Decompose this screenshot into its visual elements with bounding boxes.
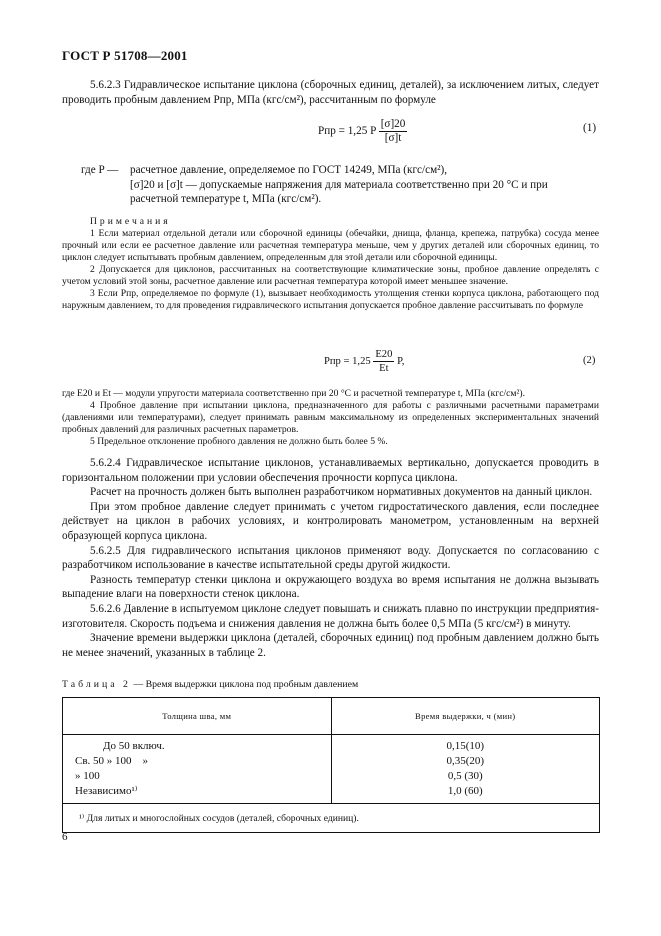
table-2-body xyxy=(63,735,600,804)
section-5623 xyxy=(62,78,599,107)
where-line-2: [σ]20 и [σ]t — допускаемые напряжения для материала соответственно при 20 °С и при xyxy=(130,178,548,191)
formula-2-denominator: Et xyxy=(379,363,389,374)
paragraph-calc: Расчет на прочность должен быть выполнен разработчиком нормативных документов на данный циклон. xyxy=(90,486,593,499)
paragraph-5625: 5.6.2.5 Для гидравлического испытания циклонов применяют воду. Допускается по согласованию с разработчиком использование в качестве испытательной среды другой жидкости. xyxy=(62,544,599,572)
paragraph-5624: 5.6.2.4 Гидравлическое испытание циклонов, устанавливаемых вертикально, допускается проводить в горизонтальном положении при условии обеспечения прочности корпуса циклона. xyxy=(62,457,599,484)
paragraph-temperature: Разность температур стенки циклона и окружающего воздуха во время испытания не должна вызывать выпадение влаги на поверхности стенок циклона. xyxy=(62,573,599,601)
where-block xyxy=(130,163,600,207)
table-row: Св. 50 » 100 » xyxy=(75,755,149,767)
table-row: » 100 xyxy=(75,770,100,782)
formula-2-numerator: E20 xyxy=(375,349,393,360)
formula-1 xyxy=(318,118,407,145)
page-number: 6 xyxy=(62,831,68,843)
notes-title: Примечания xyxy=(90,216,171,227)
table-2-header-row xyxy=(63,698,600,735)
table-row: 0,35(20) xyxy=(446,755,485,767)
table-2-caption-text: — Время выдержки циклона под пробным давлением xyxy=(130,679,359,690)
table-row: 0,15(10) xyxy=(446,740,485,752)
formula-2-lhs: Pпр = 1,25 xyxy=(324,355,371,367)
table-2-footnote: ¹⁾ Для литых и многослойных сосудов (деталей, сборочных единиц). xyxy=(63,804,600,833)
table-2-time-cells xyxy=(331,735,600,804)
note-2: 2 Допускается для циклонов, рассчитанных на соответствующие климатические зоны, пробное давление определять с учетом условий этой зоны, расчетное давление или расчетная температура которой имеет меньшее значение. xyxy=(62,264,599,287)
paragraph-5626: 5.6.2.6 Давление в испытуемом циклоне следует повышать и снижать плавно по инструкции предприятия-изготовителя. Скорость подъема и снижения давления не должна быть более 0,5 МПа (5 кгс/см²) в минуту. xyxy=(62,602,599,630)
formula-2-rhs: P, xyxy=(397,355,405,367)
formula-2-fraction xyxy=(373,348,394,375)
table-2 xyxy=(62,697,600,833)
where-lead: где P — xyxy=(81,164,119,176)
table-2-caption xyxy=(62,679,358,690)
table-row: 1,0 (60) xyxy=(447,785,483,797)
note-3-where: где E20 и Et — модули упругости материала соответственно при 20 °С и расчетной температуре t, МПа (кгс/см²). xyxy=(62,388,525,399)
note-5: 5 Предельное отклонение пробного давления не должно быть более 5 %. xyxy=(90,436,388,447)
paragraph-5623: 5.6.2.3 Гидравлическое испытание циклона (сборочных единиц, деталей), за исключением литых, следует проводить пробным давлением Pпр, МПа (кгс/см²), рассчитанным по формуле xyxy=(62,79,599,106)
formula-1-fraction xyxy=(379,118,408,145)
formula-2 xyxy=(324,348,404,375)
notes-block xyxy=(62,216,599,312)
note-3: 3 Если Pпр, определяемое по формуле (1), вызывает необходимость утолщения стенки корпуса циклона, работающего под наружным давлением, то для проведения гидравлического испытания допускается пробное давление рассчитывать по формуле xyxy=(62,288,599,311)
note-1: 1 Если материал отдельной детали или сборочной единицы (обечайки, днища, фланца, крепежа, патрубка) сосуда менее прочный или если ее расчетное давление или расчетная температура меньше, чем у других деталей или сборочных единиц, то циклон следует испытывать пробным давлением, определенным для этой детали или сборочной единицы. xyxy=(62,228,599,263)
notes-block-2 xyxy=(62,388,599,448)
paragraph-pressure: При этом пробное давление следует принимать с учетом гидростатического давления, если последнее действует на циклон в рабочих условиях, и контролировать манометром, установленным на верхней образующей корпуса циклона. xyxy=(62,500,599,542)
document-header: ГОСТ Р 51708—2001 xyxy=(62,48,188,63)
table-row: До 50 включ. xyxy=(103,740,165,752)
formula-1-denominator: [σ]t xyxy=(384,132,402,144)
formula-1-number: (1) xyxy=(583,122,597,134)
table-2-footnote-row xyxy=(63,804,600,833)
note-4: 4 Пробное давление при испытании циклона, предназначенного для работы с различными расчетными параметрами (давлениями или температурами), следует принимать равным максимальному из определенных экспериментальных значений пробных давлений для различных расчетных параметров. xyxy=(62,400,599,435)
table-2-col-time: Время выдержки, ч (мин) xyxy=(331,698,600,735)
table-2-caption-prefix: Таблица 2 xyxy=(62,679,131,690)
formula-1-numerator: [σ]20 xyxy=(380,118,406,130)
formula-1-lhs: Pпр = 1,25 P xyxy=(318,125,376,138)
paragraph-hold-time: Значение времени выдержки циклона (деталей, сборочных единиц) под пробным давлением должно быть не менее значений, указанных в таблице 2. xyxy=(62,632,599,659)
table-2-col-thickness: Толщина шва, мм xyxy=(63,698,332,735)
table-row: 0,5 (30) xyxy=(447,770,483,782)
where-line-1: расчетное давление, определяемое по ГОСТ 14249, МПа (кгс/см²), xyxy=(130,164,448,176)
table-row: Независимо¹⁾ xyxy=(75,785,138,797)
main-text xyxy=(62,456,599,660)
where-line-3: расчетной температуре t, МПа (кгс/см²). xyxy=(130,193,322,206)
formula-2-number: (2) xyxy=(583,355,596,366)
table-2-thickness-cells xyxy=(63,735,332,804)
